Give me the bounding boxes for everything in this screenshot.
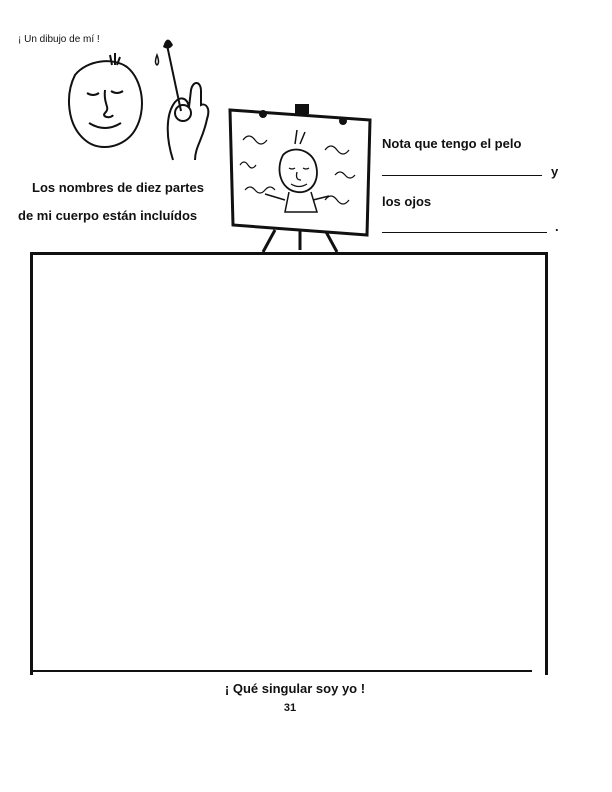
hair-prompt: Nota que tengo el pelo <box>382 136 522 151</box>
eyes-suffix: . <box>555 219 559 234</box>
hair-answer-line[interactable] <box>382 175 542 176</box>
caption: ¡ Qué singular soy yo ! <box>224 681 366 696</box>
artist-illustration <box>55 35 225 165</box>
body-parts-note-line2: de mi cuerpo están incluídos <box>18 208 198 223</box>
worksheet-title: ¡ Un dibujo de mí ! <box>18 34 100 45</box>
drawing-area-bottom-border <box>32 670 532 672</box>
eyes-prompt: los ojos <box>382 194 432 209</box>
hair-suffix: y <box>551 164 559 179</box>
drawing-area[interactable] <box>30 252 548 675</box>
page-number: 31 <box>283 702 297 714</box>
easel-illustration <box>225 100 375 255</box>
body-parts-note-line1: Los nombres de diez partes <box>32 180 204 195</box>
eyes-answer-line[interactable] <box>382 232 547 233</box>
